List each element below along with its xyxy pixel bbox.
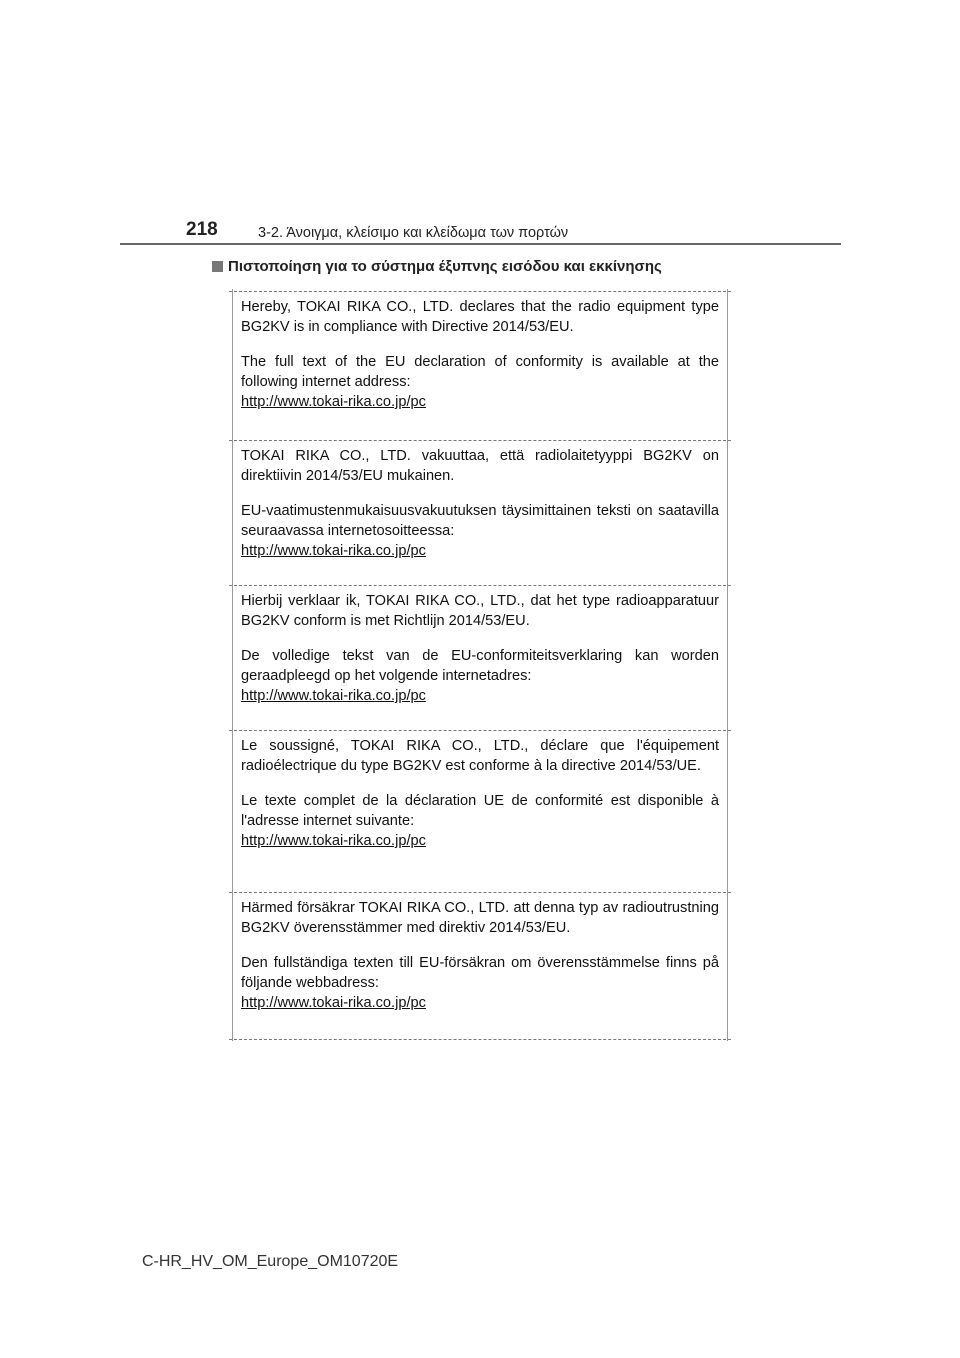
divider	[229, 585, 731, 586]
chapter-title: 3-2. Άνοιγμα, κλείσιμο και κλείδωμα των πορτών	[258, 225, 569, 241]
declaration-link[interactable]: http://www.tokai-rika.co.jp/pc	[241, 833, 426, 849]
scan-top-divider	[229, 291, 731, 292]
scan-right-border	[727, 289, 728, 1041]
declaration-availability: De volledige tekst van de EU-conformiteitsverklaring kan worden geraadpleegd op het volgende internetadres:	[241, 648, 719, 684]
section-title: Πιστοποίηση για το σύστημα έξυπνης εισόδου και εκκίνησης	[228, 258, 662, 275]
section-heading	[212, 258, 662, 275]
declaration-availability: Le texte complet de la déclaration UE de conformité est disponible à l'adresse internet suivante:	[241, 793, 719, 829]
document-code: C-HR_HV_OM_Europe_OM10720E	[141, 1253, 399, 1270]
page-number: 218	[186, 219, 218, 240]
declaration-link[interactable]: http://www.tokai-rika.co.jp/pc	[241, 394, 426, 410]
scan-left-border	[232, 289, 233, 1041]
declaration-link[interactable]: http://www.tokai-rika.co.jp/pc	[241, 995, 426, 1011]
scan-bottom-divider	[229, 1039, 731, 1040]
declaration-finnish	[241, 446, 719, 561]
divider	[229, 892, 731, 893]
divider	[229, 440, 731, 441]
divider	[229, 730, 731, 731]
header-rule	[120, 243, 841, 245]
declaration-statement: TOKAI RIKA CO., LTD. vakuuttaa, että radiolaitetyyppi BG2KV on direktiivin 2014/53/EU mukainen.	[241, 448, 719, 484]
declaration-availability: The full text of the EU declaration of conformity is available at the following internet address:	[241, 354, 719, 390]
declaration-statement: Hereby, TOKAI RIKA CO., LTD. declares that the radio equipment type BG2KV is in compliance with Directive 2014/53/EU.	[241, 299, 719, 335]
declaration-english	[241, 297, 719, 412]
declaration-availability: Den fullständiga texten till EU-försäkran om överensstämmelse finns på följande webbadress:	[241, 955, 719, 991]
square-bullet-icon	[212, 261, 223, 272]
declaration-swedish	[241, 898, 719, 1013]
declaration-link[interactable]: http://www.tokai-rika.co.jp/pc	[241, 688, 426, 704]
declaration-french	[241, 736, 719, 851]
declaration-scan	[229, 289, 731, 1041]
declaration-link[interactable]: http://www.tokai-rika.co.jp/pc	[241, 543, 426, 559]
declaration-statement: Härmed försäkrar TOKAI RIKA CO., LTD. att denna typ av radioutrustning BG2KV överensstämmer med direktiv 2014/53/EU.	[241, 900, 719, 936]
declaration-dutch	[241, 591, 719, 706]
declaration-availability: EU-vaatimustenmukaisuusvakuutuksen täysimittainen teksti on saatavilla seuraavassa internetosoitteessa:	[241, 503, 719, 539]
declaration-statement: Le soussigné, TOKAI RIKA CO., LTD., déclare que l'équipement radioélectrique du type BG2KV est conforme à la directive 2014/53/UE.	[241, 738, 719, 774]
declaration-statement: Hierbij verklaar ik, TOKAI RIKA CO., LTD., dat het type radioapparatuur BG2KV conform is met Richtlijn 2014/53/EU.	[241, 593, 719, 629]
